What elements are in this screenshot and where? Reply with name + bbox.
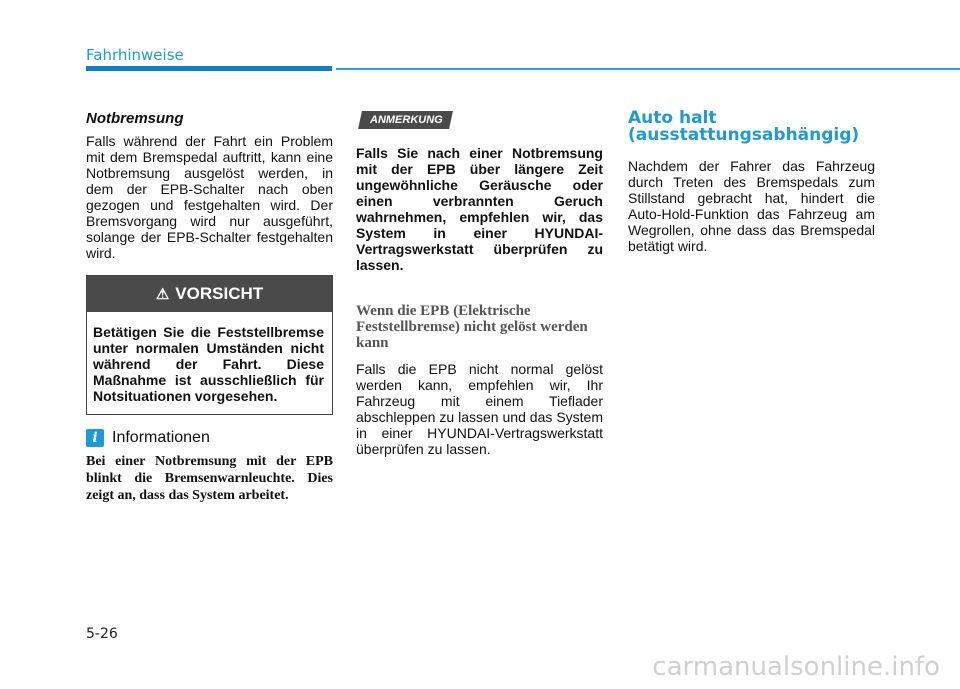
column-middle: [356, 110, 603, 457]
section-title: Fahrhinweise: [86, 46, 184, 64]
warning-triangle-icon: ⚠: [155, 286, 170, 303]
caution-text: Betätigen Sie die Feststellbremse unter normalen Umständen nicht während der Fahrt. Diese Maßnahme ist ausschließlich für Notsituationen vorgesehen.: [93, 324, 324, 404]
info-icon: i: [86, 429, 104, 447]
info-header: [86, 429, 333, 447]
watermark: carmanualsonline.info: [652, 652, 940, 682]
subheading-notbremsung: Notbremsung: [86, 110, 184, 127]
epb-paragraph: Falls die EPB nicht normal gelöst werden kann, empfehlen wir, Ihr Fahrzeug mit einem Tieflader abschleppen zu lassen und das System in einer HYUNDAI-Vertragswerkstatt überprüfen zu lassen.: [356, 361, 603, 457]
epb-heading: Wenn die EPB (Elektrische Feststellbremse) nicht gelöst werden kann: [356, 303, 588, 351]
column-left: [86, 110, 333, 504]
note-text: Falls Sie nach einer Notbremsung mit der EPB über längere Zeit ungewöhnliche Geräusche oder einen verbrannten Geruch wahrnehmen, empfehlen wir, das System in einer HYUNDAI-Vertragswerkstatt überprüfen zu lassen.: [356, 145, 603, 273]
caution-header: [87, 276, 332, 312]
header-bar: [86, 66, 332, 71]
header-rule: [336, 68, 960, 70]
auto-hold-paragraph: Nachdem der Fahrer das Fahrzeug durch Treten des Bremspedals zum Stillstand gebracht hat, hindert die Auto-Hold-Funktion das Fahrzeug am Wegrollen, ohne dass das Bremspedal betätigt wird.: [628, 158, 875, 254]
auto-hold-heading: Auto halt (ausstattungsabhängig): [628, 108, 860, 145]
caution-label: VORSICHT: [175, 284, 264, 303]
note-label: ANMERKUNG: [370, 114, 443, 126]
page-number: 5-26: [86, 626, 118, 642]
info-title: Informationen: [112, 429, 210, 446]
caution-box: [86, 275, 333, 415]
notbremsung-paragraph: Falls während der Fahrt ein Problem mit dem Bremspedal auftritt, kann eine Notbremsung ausgelöst werden, in dem der EPB-Schalter nach oben gezogen und festgehalten wird. Der Bremsvorgang wird nur ausgeführt, solange der EPB-Schalter festgehalten wird.: [86, 133, 333, 261]
note-badge: [358, 111, 453, 129]
info-text: Bei einer Notbremsung mit der EPB blinkt die Bremsenwarnleuchte. Dies zeigt an, dass das System arbeitet.: [86, 454, 333, 503]
column-right: [628, 110, 875, 254]
